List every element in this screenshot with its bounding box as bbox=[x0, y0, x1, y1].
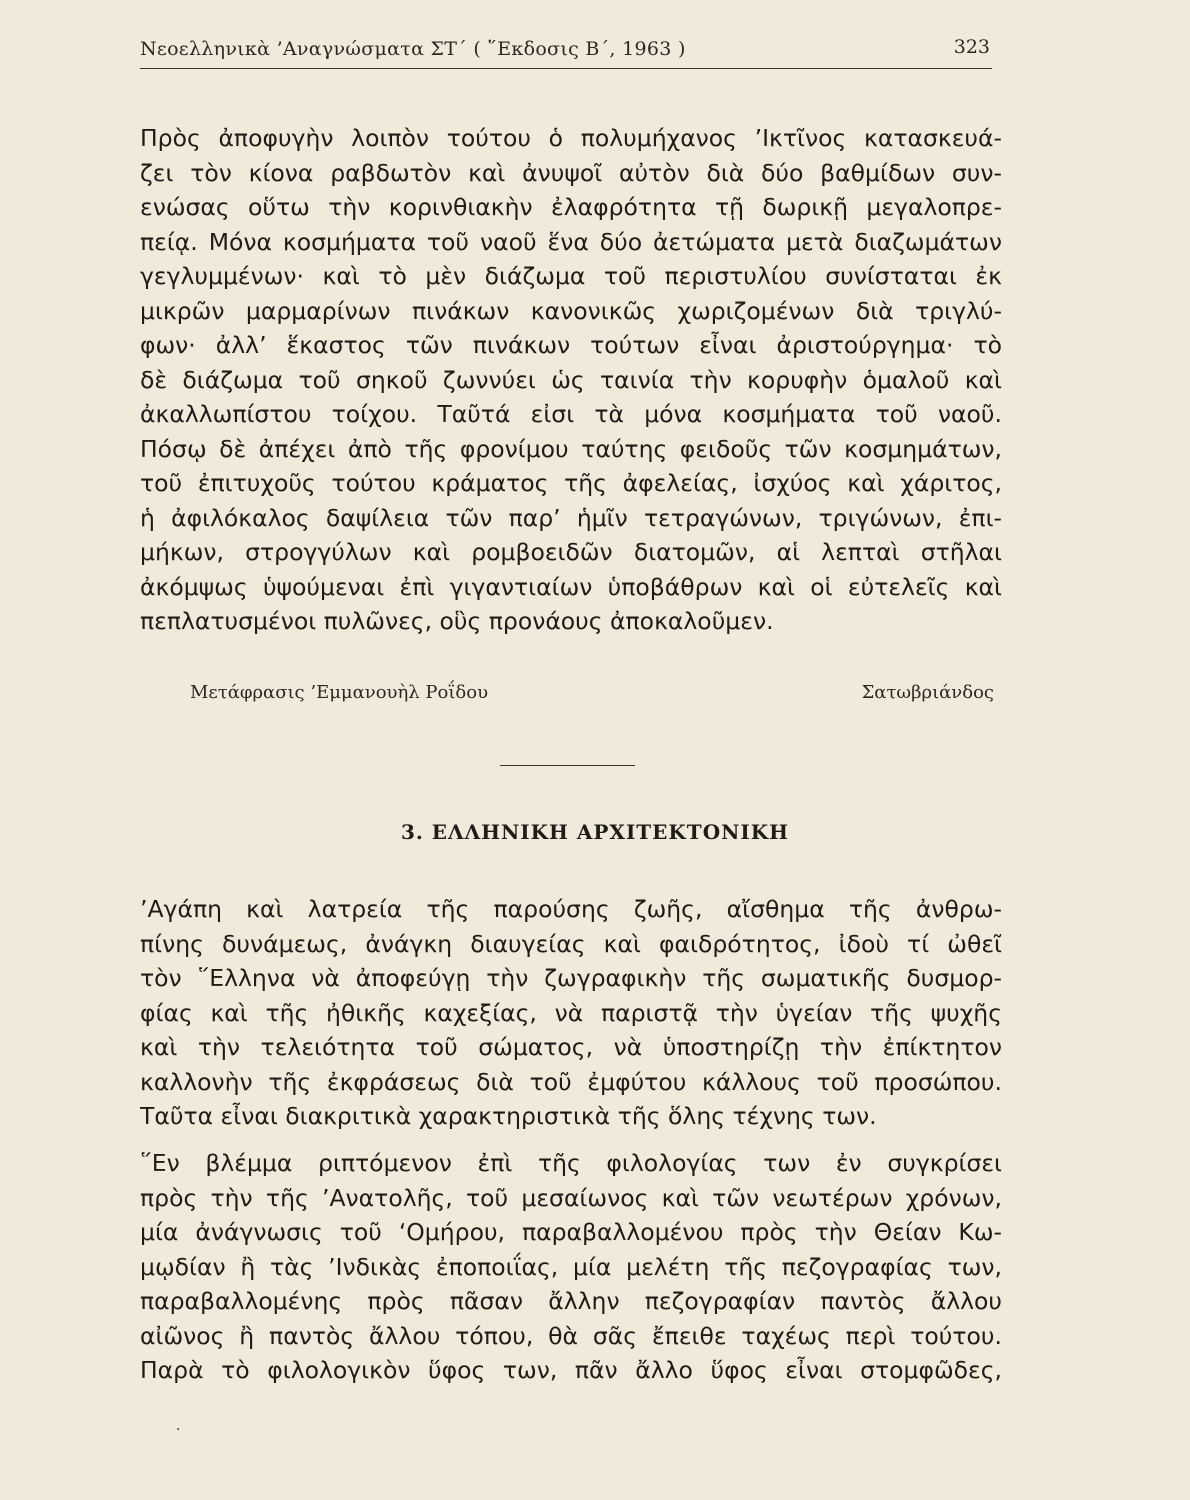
translator-credit: Μετάφρασις ’Εμμανουὴλ Ροΐδου bbox=[190, 682, 489, 703]
paragraph-3 bbox=[140, 1146, 1002, 1388]
text-line: μία ἀνάγνωσις τοῦ ‘Ομήρου, παραβαλλομένου πρὸς τὴν Θείαν Κω- bbox=[140, 1218, 1002, 1246]
text-line: δὲ διάζωμα τοῦ σηκοῦ ζωννύει ὡς ταινία τὴν κορυφὴν ὁμαλοῦ καὶ bbox=[140, 365, 1002, 394]
section-separator bbox=[500, 765, 635, 766]
text-line: μήκων, στρογγύλων καὶ ρομβοειδῶν διατομῶν, αἱ λεπταὶ στῆλαι bbox=[140, 538, 1002, 566]
text-line: Ταῦτα εἶναι διακριτικὰ χαρακτηριστικὰ τῆς ὅλης τέχνης των. bbox=[140, 1102, 877, 1130]
stray-mark: · bbox=[176, 1422, 181, 1438]
text-line: Παρὰ τὸ φιλολογικὸν ὕφος των, πᾶν ἄλλο ὕφος εἶναι στομφῶδες, bbox=[140, 1356, 1002, 1384]
text-line: ἡ ἀφιλόκαλος δαψίλεια τῶν παρ’ ἡμῖν τετραγώνων, τριγώνων, ἐπι- bbox=[140, 503, 1002, 532]
paragraph-2 bbox=[140, 892, 1002, 1134]
text-line: ζει τὸν κίονα ραβδωτὸν καὶ ἀνυψοῖ αὐτὸν διὰ δύο βαθμίδων συν- bbox=[140, 158, 1002, 187]
text-line: ἀκόμψως ὑψούμεναι ἐπὶ γιγαντιαίων ὑποβάθρων καὶ οἱ εὐτελεῖς καὶ bbox=[140, 572, 1002, 601]
section-heading: 3. ΕΛΛΗΝΙΚΗ ΑΡΧΙΤΕΚΤΟΝΙΚΗ bbox=[400, 820, 790, 844]
text-line: μῳδίαν ἢ τὰς ’Ινδικὰς ἐποποιΐας, μία μελέτη τῆς πεζογραφίας των, bbox=[140, 1252, 1002, 1281]
running-title: Νεοελληνικὰ ’Αναγνώσματα ΣΤ΄ ( ῞Εκδοσις Β΄, 1963 ) bbox=[140, 38, 686, 60]
text-line: πρὸς τὴν τῆς ’Ανατολῆς, τοῦ μεσαίωνος καὶ τῶν νεωτέρων χρόνων, bbox=[140, 1183, 1002, 1212]
text-line: πίνης δυνάμεως, ἀνάγκη διαυγείας καὶ φαιδρότητος, ἰδοὺ τί ὠθεῖ bbox=[140, 929, 1002, 958]
text-line: τοῦ ἐπιτυχοῦς τούτου κράματος τῆς ἀφελείας, ἰσχύος καὶ χάριτος, bbox=[140, 469, 1002, 497]
text-line: καλλονὴν τῆς ἐκφράσεως διὰ τοῦ ἐμφύτου κάλλους τοῦ προσώπου. bbox=[140, 1067, 1002, 1096]
text-line: μικρῶν μαρμαρίνων πινάκων κανονικῶς χωριζομένων διὰ τριγλύ- bbox=[140, 296, 1002, 325]
text-line: ’Αγάπη καὶ λατρεία τῆς παρούσης ζωῆς, αἴσθημα τῆς ἀνθρω- bbox=[140, 895, 1002, 923]
text-line: τὸν ῞Ελληνα νὰ ἀποφεύγῃ τὴν ζωγραφικὴν τῆς σωματικῆς δυσμορ- bbox=[140, 964, 1002, 992]
text-line: καὶ τὴν τελειότητα τοῦ σώματος, νὰ ὑποστηρίζῃ τὴν ἐπίκτητον bbox=[140, 1033, 1002, 1061]
page-number: 323 bbox=[953, 36, 990, 58]
text-line: ῞Εν βλέμμα ριπτόμενον ἐπὶ τῆς φιλολογίας των ἐν συγκρίσει bbox=[140, 1149, 1002, 1177]
text-line: παραβαλλομένης πρὸς πᾶσαν ἄλλην πεζογραφίαν παντὸς ἄλλου bbox=[140, 1287, 1002, 1315]
text-line: αἰῶνος ἢ παντὸς ἄλλου τόπου, θὰ σᾶς ἔπειθε ταχέως περὶ τούτου. bbox=[140, 1321, 1002, 1350]
text-line: ενώσας οὕτω τὴν κορινθιακὴν ἐλαφρότητα τῇ δωρικῇ μεγαλοπρε- bbox=[140, 193, 1002, 221]
text-line: πεπλατυσμένοι πυλῶνες, οὓς προνάους ἀποκαλοῦμεν. bbox=[140, 607, 774, 635]
running-header bbox=[140, 36, 992, 68]
text-line: Πόσῳ δὲ ἀπέχει ἀπὸ τῆς φρονίμου ταύτης φειδοῦς τῶν κοσμημάτων, bbox=[140, 434, 1002, 463]
text-line: φων· ἀλλ’ ἕκαστος τῶν πινάκων τούτων εἶναι ἀριστούργημα· τὸ bbox=[140, 331, 1002, 359]
text-line: πείᾳ. Μόνα κοσμήματα τοῦ ναοῦ ἕνα δύο ἀετώματα μετὰ διαζωμάτων bbox=[140, 227, 1002, 256]
paragraph-1 bbox=[140, 121, 1002, 639]
text-line: ἀκαλλωπίστου τοίχου. Ταῦτά εἰσι τὰ μόνα κοσμήματα τοῦ ναοῦ. bbox=[140, 400, 1002, 428]
header-rule bbox=[140, 68, 992, 69]
text-line: φίας καὶ τῆς ἠθικῆς καχεξίας, νὰ παριστᾷ τὴν ὑγείαν τῆς ψυχῆς bbox=[140, 998, 1002, 1027]
text-line: γεγλυμμένων· καὶ τὸ μὲν διάζωμα τοῦ περιστυλίου συνίσταται ἐκ bbox=[140, 262, 1002, 290]
text-line: Πρὸς ἀποφυγὴν λοιπὸν τούτου ὁ πολυμήχανος ’Ικτῖνος κατασκευά- bbox=[140, 124, 1002, 152]
author-credit: Σατωβριάνδος bbox=[861, 682, 994, 703]
